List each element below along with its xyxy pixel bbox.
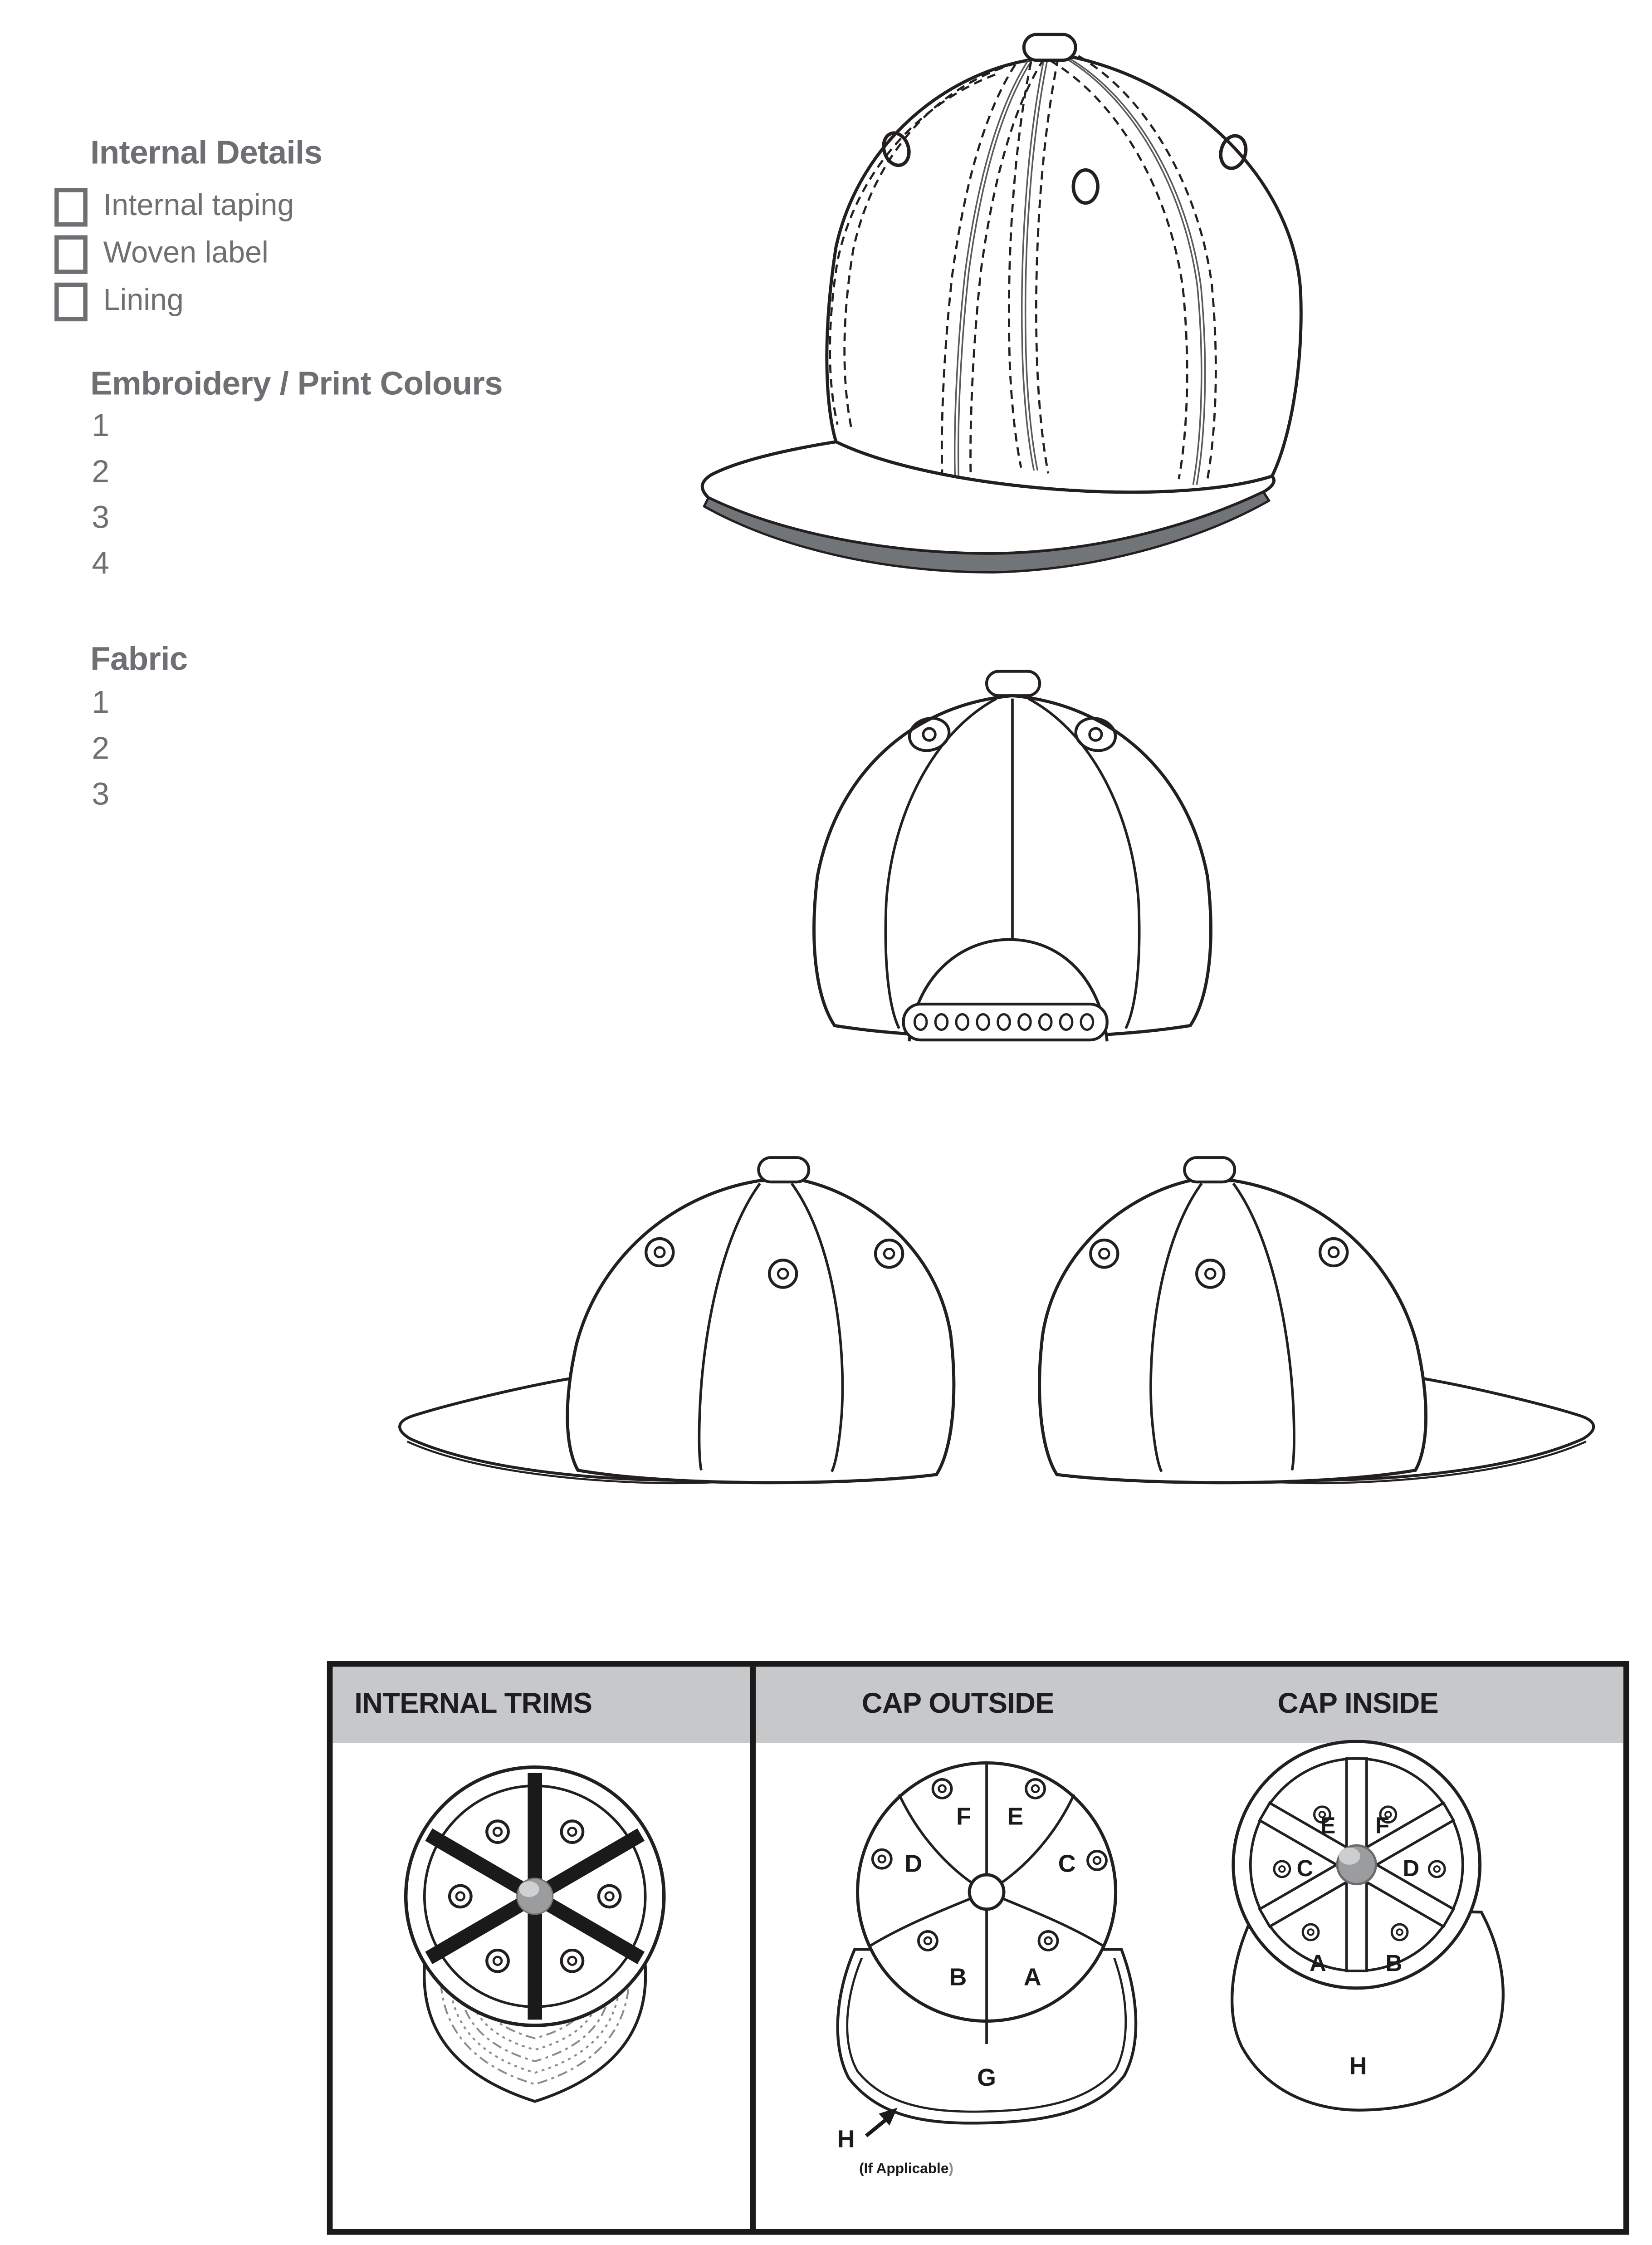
panel-label-f-inside: F (1375, 1812, 1390, 1838)
embroidery-colour-row-4: 4 (92, 545, 110, 581)
trims-table (327, 1661, 1629, 2235)
panel-label-f-outside: F (956, 1803, 971, 1830)
cap-inside-header: CAP INSIDE (1277, 1688, 1439, 1720)
cap-front-three-quarter-view-drawing (695, 11, 1319, 582)
internal-trims-header: INTERNAL TRIMS (354, 1688, 592, 1720)
cap-back-view-drawing (772, 667, 1252, 1057)
panel-label-c-outside: C (1058, 1850, 1076, 1877)
back-button (987, 672, 1040, 696)
internal-trims-diagram (387, 1757, 689, 2173)
panel-label-d-outside: D (904, 1850, 923, 1877)
embroidery-colour-row-3: 3 (92, 499, 110, 535)
panel-label-b-inside: B (1385, 1950, 1403, 1976)
fabric-row-3: 3 (92, 776, 110, 812)
panel-label-c-inside: C (1296, 1855, 1314, 1882)
panel-label-d-inside: D (1403, 1855, 1420, 1882)
checkbox-row-woven-label (54, 234, 269, 274)
embroidery-colours-title: Embroidery / Print Colours (90, 364, 503, 402)
panel-label-a-inside: A (1310, 1950, 1326, 1976)
fabric-row-1: 1 (92, 684, 110, 721)
cap-outside-header: CAP OUTSIDE (861, 1688, 1054, 1720)
snapback-strap (904, 1004, 1107, 1040)
fabric-row-2: 2 (92, 730, 110, 766)
h-arrow (866, 2110, 895, 2136)
checkbox-label-woven-label: Woven label (103, 236, 269, 270)
checkbox-row-internal-taping (54, 186, 294, 227)
panel-label-h-binding: H (837, 2125, 855, 2153)
panel-label-h-inside: H (1349, 2052, 1367, 2080)
checkbox-internal-taping[interactable] (54, 187, 88, 226)
h-note: (If Applicable) (859, 2160, 953, 2176)
cap-side-view-right-drawing (1007, 1123, 1609, 1499)
panel-label-g-brim: G (977, 2064, 996, 2091)
cap-outside-diagram (803, 1757, 1168, 2181)
checkbox-woven-label[interactable] (54, 235, 88, 273)
embroidery-colour-row-2: 2 (92, 453, 110, 490)
checkbox-label-internal-taping: Internal taping (103, 189, 294, 223)
fabric-title: Fabric (90, 640, 188, 677)
cap-side-view-left-drawing (384, 1123, 987, 1499)
trims-button (517, 1878, 553, 1914)
fabric-list (92, 680, 109, 818)
panel-label-e-inside: E (1320, 1812, 1336, 1838)
cap-inside-diagram (1190, 1740, 1549, 2170)
front-crown (827, 57, 1301, 492)
panel-label-b-outside: B (949, 1963, 967, 1991)
embroidery-colour-row-1: 1 (92, 407, 110, 443)
checkbox-row-lining (54, 281, 184, 322)
panel-label-e-outside: E (1007, 1803, 1024, 1830)
inside-button (1337, 1845, 1376, 1884)
internal-details-title: Internal Details (90, 133, 323, 171)
outside-button (969, 1875, 1004, 1909)
checkbox-lining[interactable] (54, 282, 88, 320)
embroidery-colour-list (92, 403, 109, 587)
checkbox-label-lining: Lining (103, 284, 184, 317)
front-button (1024, 34, 1075, 60)
table-divider (750, 1667, 756, 2229)
panel-label-a-outside: A (1023, 1963, 1041, 1991)
